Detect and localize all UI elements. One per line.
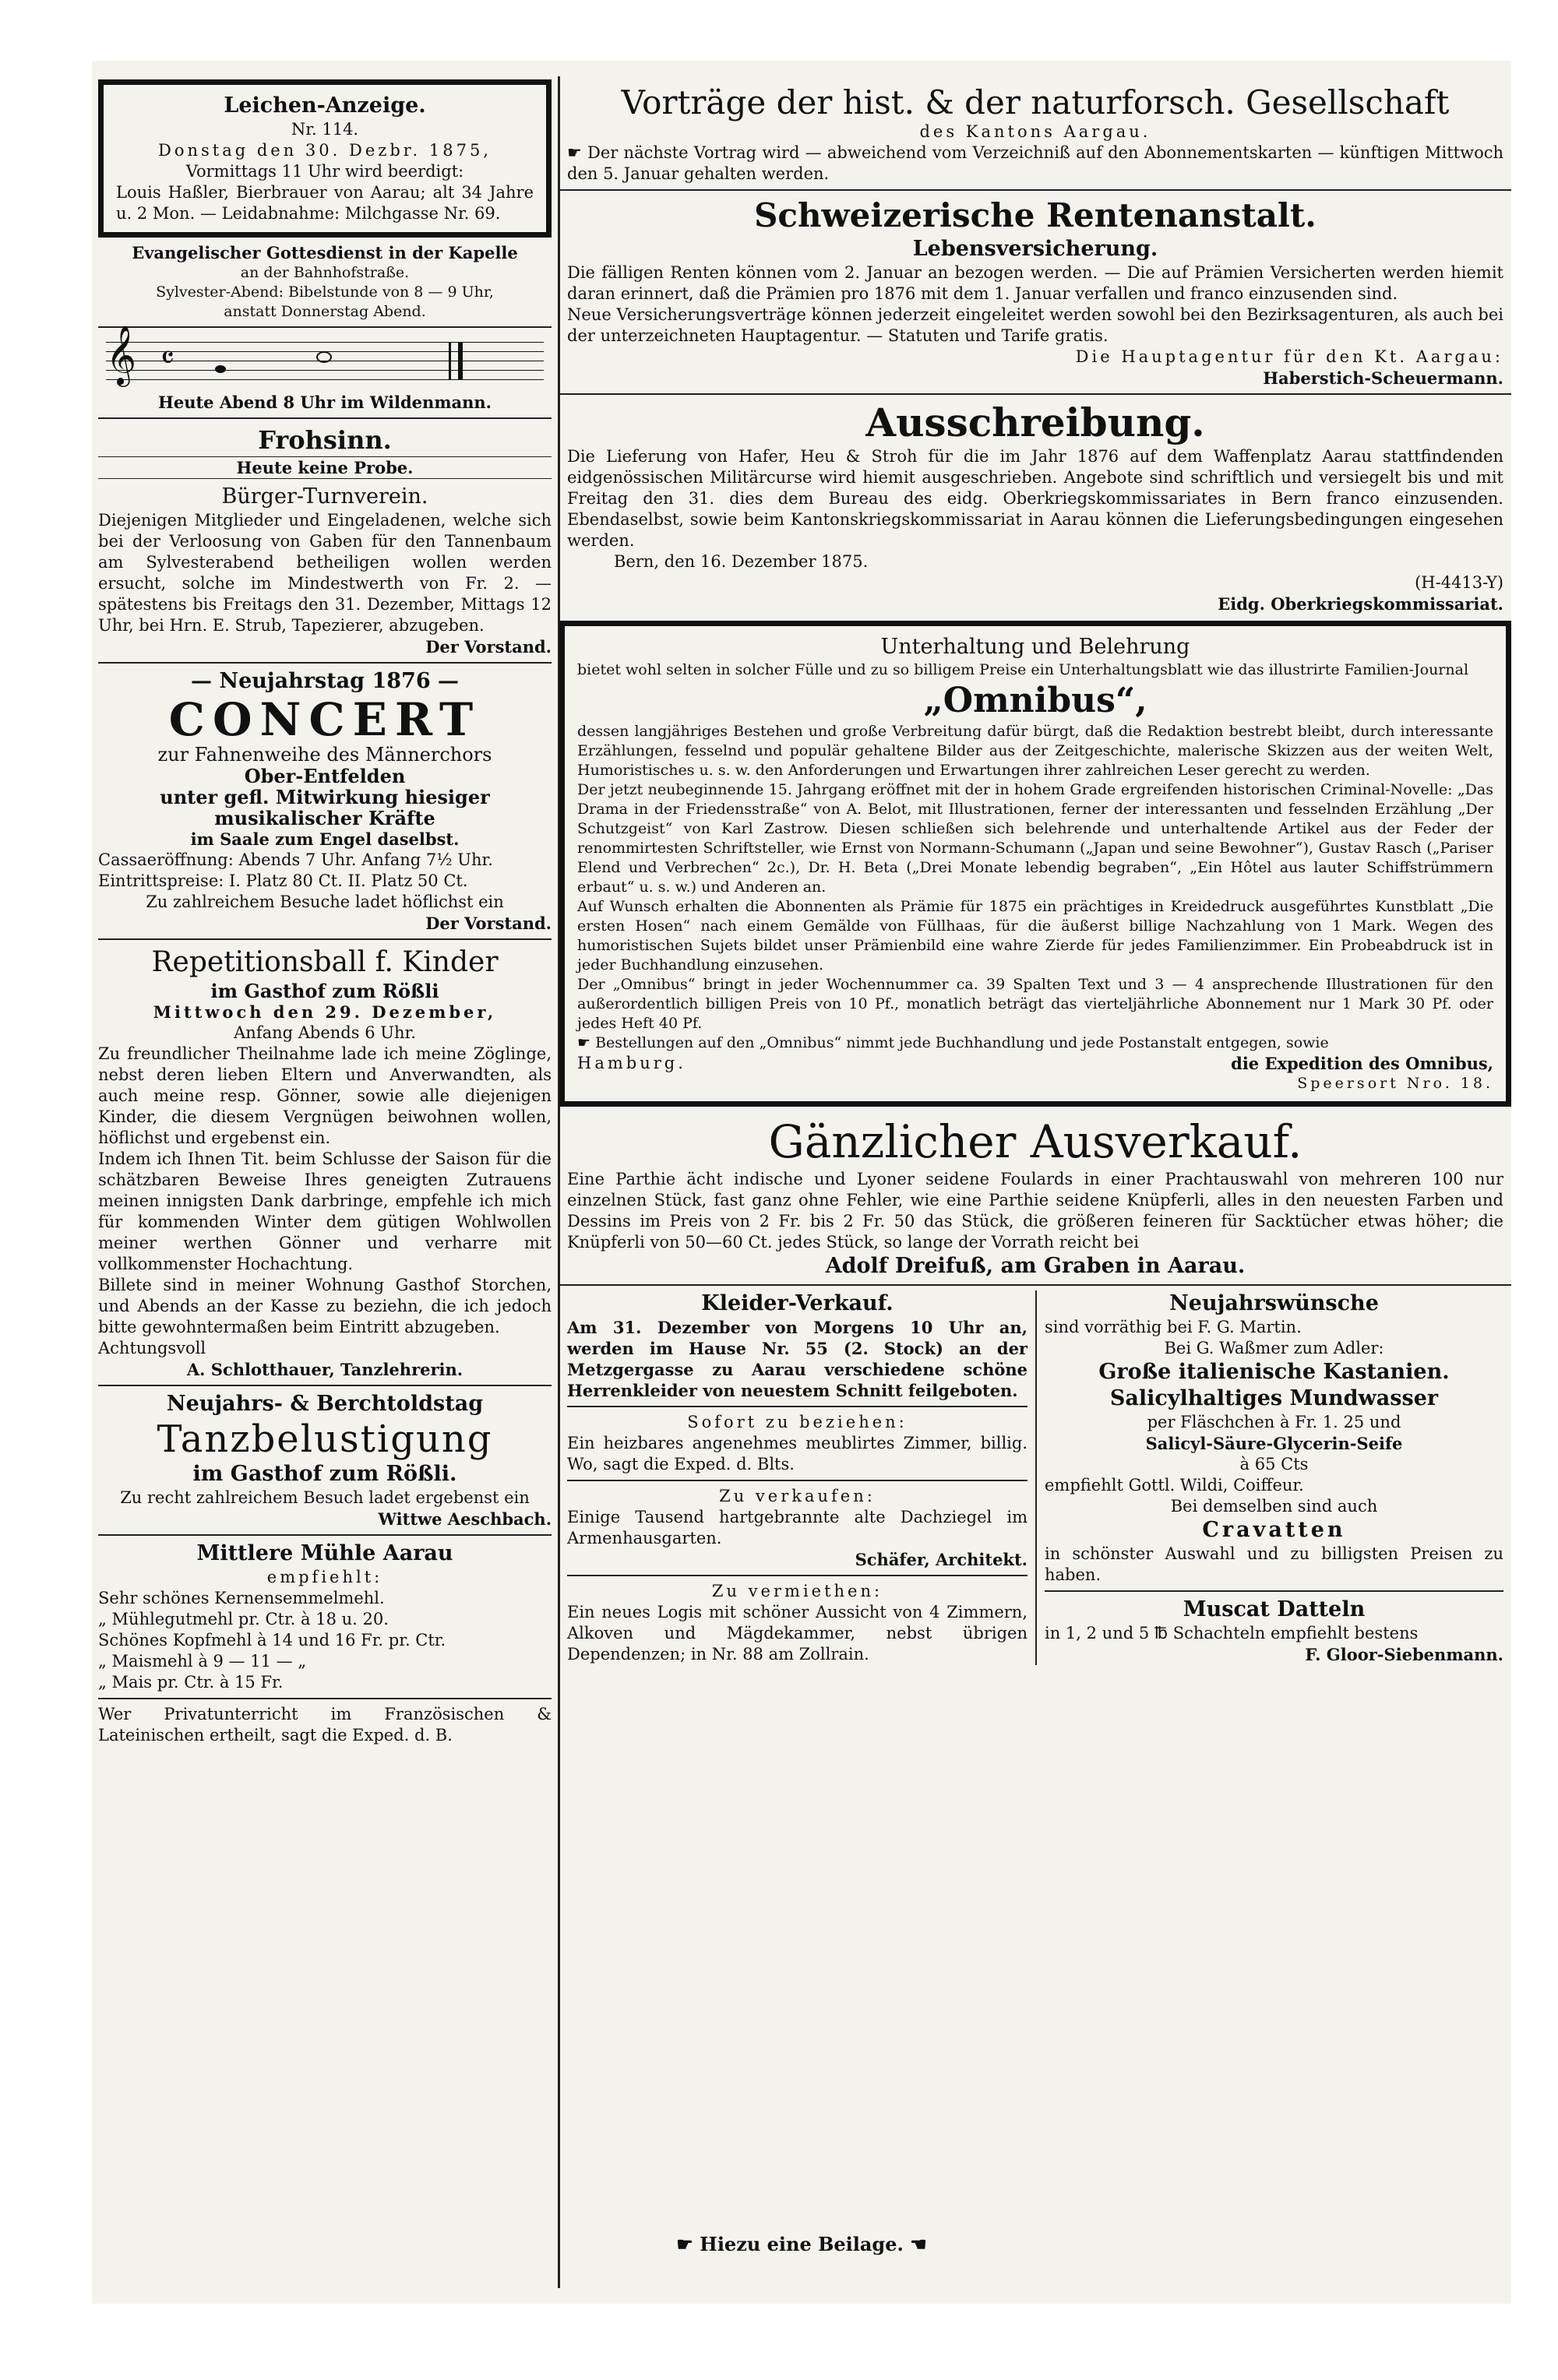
ausschreibung-sign: Eidg. Oberkriegskommissariat. [1218, 594, 1503, 614]
neujahr-l3: per Fläschchen à Fr. 1. 25 und [1147, 1413, 1401, 1431]
muehle-l1: Sehr schönes Kernensemmelmehl. [98, 1589, 385, 1607]
concert-l1: zur Fahnenweihe des Männerchors [157, 744, 492, 766]
neujahr-h5: Muscat Datteln [1183, 1597, 1366, 1621]
divider [559, 393, 1511, 395]
omnibus-sign: die Expedition des Omnibus, [1231, 1054, 1493, 1073]
divider [559, 189, 1511, 191]
kleider-h2: Sofort zu beziehen: [687, 1413, 908, 1431]
leichen-date: Donstag den 30. Dezbr. 1875, [158, 141, 492, 160]
divider [559, 1284, 1511, 1286]
neujahr-column [1035, 1290, 1511, 1665]
omnibus-p5: ☛ Bestellungen auf den „Omnibus“ nimmt jede Buchhandlung und jede Postanstalt entgegen, sowie [577, 1034, 1329, 1051]
concert-title: CONCERT [168, 693, 481, 746]
ausverkauf-notice [559, 1114, 1511, 1280]
repetitionsball-l2: Mittwoch den 29. Dezember, [153, 1002, 497, 1022]
ausschreibung-date: Bern, den 16. Dezember 1875. [614, 552, 869, 571]
divider [98, 1698, 552, 1699]
concert-notice [98, 668, 552, 934]
repetitionsball-notice [98, 945, 552, 1380]
neujahr-l9: in 1, 2 und 5 ℔ Schachteln empfiehlt bestens [1045, 1624, 1419, 1642]
turnverein-body: Diejenigen Mitglieder und Eingeladenen, welche sich bei der Verloosung von Gaben für den Tannenbaum am Sylvesterabend betheiligen wollen werden ersucht, solche im Mindestwerth von Fr. 2. — spätestens bis Freitags den 31. Dezember, Mittags 12 Uhr, bei Hrn. E. Strub, Tapezierer, abzugeben. [98, 511, 552, 635]
divider [98, 938, 552, 940]
neujahr-h3: Salicylhaltiges Mundwasser [1109, 1386, 1439, 1410]
divider [98, 326, 552, 328]
repetitionsball-title: Repetitionsball f. Kinder [151, 946, 499, 978]
common-time-icon: 𝄴 [160, 340, 174, 376]
footer-beilage: ☛ Hiezu eine Beilage. ☚ [676, 2233, 927, 2255]
neujahr-l1: sind vorräthig bei F. G. Martin. [1045, 1318, 1302, 1336]
repetitionsball-p3: Billete sind in meiner Wohnung Gasthof Storchen, und Abends an der Kasse zu beziehn, die ich jedoch bitte gewohntermaßen beim Eintritt abzugeben. [98, 1276, 552, 1336]
renten-l1: Die Hauptagentur für den Kt. Aargau: [1075, 347, 1503, 366]
divider [98, 417, 552, 419]
tanz-l2: Zu recht zahlreichem Besuch ladet ergebenst ein [120, 1488, 530, 1507]
gottesdienst-line3: Sylvester-Abend: Bibelstunde von 8 — 9 Uhr, [156, 283, 494, 301]
privat-text: Wer Privatunterricht im Französischen & Lateinischen ertheilt, sagt die Exped. d. B. [98, 1705, 552, 1745]
kleider-h3: Zu verkaufen: [719, 1487, 876, 1505]
neujahr-h4: Cravatten [1202, 1518, 1346, 1542]
ausverkauf-body: Eine Parthie ächt indische und Lyoner seidene Foulards in einer Prachtauswahl von mehreren 100 nur einzelnen Stück, fast ganz ohne Fehler, wie eine Parthie seidene Knüpferli, alles in den neuesten Farben und Dessins im Preis von 2 Fr. bis 2 Fr. 50 das Stück, die größeren feineren für Sacktücher etwas höher; die Knüpferli von 50—60 Ct. jedes Stück, so lange der Vorrath reicht bei [567, 1170, 1503, 1252]
divider [1045, 1590, 1503, 1592]
tanz-notice [98, 1391, 552, 1530]
turnverein-notice [98, 484, 552, 657]
neujahr-l2: Bei G. Waßmer zum Adler: [1164, 1339, 1384, 1357]
muehle-sub: empfiehlt: [266, 1568, 383, 1586]
quarter-note-icon [215, 365, 226, 373]
kleider-s3: Schäfer, Architekt. [855, 1550, 1028, 1569]
kleider-h4: Zu vermiethen: [711, 1582, 883, 1600]
ausverkauf-title: Gänzlicher Ausverkauf. [768, 1115, 1302, 1168]
renten-p2: Neue Versicherungsverträge können jederzeit eingeleitet werden sowohl bei den Bezirksagenturen, als auch bei der unterzeichneten Hauptagentur. — Statuten und Tarife gratis. [567, 305, 1503, 345]
omnibus-ad [559, 621, 1511, 1107]
leichen-title: Leichen-Anzeige. [224, 93, 426, 118]
gottesdienst-line1: Evangelischer Gottesdienst in der Kapelle [132, 243, 518, 262]
kleider-column [559, 1290, 1035, 1665]
divider [567, 1480, 1028, 1481]
omnibus-p3: Auf Wunsch erhalten die Abonnenten als Prämie für 1875 ein prächtiges in Kreidedruck ausgeführtes Kunstblatt „Die ersten Hosen“ nach einem Gemälde von Füllhaas, für die äußerst billige Nachzahlung von 1 Mark. Wegen des humoristischen Sujets bildet unser Prämienbild eine wahre Zierde für jedes Familienzimmer. Ein Probeabdruck ist in jeder Buchhandlung einzusehen. [577, 898, 1493, 973]
gottesdienst-notice [98, 242, 552, 322]
muehle-l5: „ Mais pr. Ctr. à 15 Fr. [98, 1673, 284, 1692]
concert-sign: Der Vorstand. [425, 914, 552, 933]
frohsinn-sub: Heute keine Probe. [98, 456, 552, 479]
repetitionsball-sign: A. Schlotthauer, Tanzlehrerin. [186, 1360, 464, 1379]
repetitionsball-p2: Indem ich Ihnen Tit. beim Schlusse der Saison für die schätzbaren Beweise Ihres geneigten Zutrauens meinen innigsten Dank darbringe, empfehle ich mich für kommenden Winter dem gütigen Wohlwollen meiner werthen Gönner und verharre mit vollkommenster Hochachtung. [98, 1150, 552, 1273]
treble-clef-icon: 𝄞 [106, 325, 137, 385]
vortraege-title: Vorträge der hist. & der naturforsch. Gesellschaft [621, 83, 1450, 121]
ausverkauf-sign: Adolf Dreifuß, am Graben in Aarau. [825, 1254, 1246, 1278]
leichen-anzeige [98, 79, 552, 238]
gesang-text: Heute Abend 8 Uhr im Wildenmann. [158, 393, 492, 412]
bottom-two-columns [559, 1290, 1511, 1665]
neujahr-l6: empfiehlt Gottl. Wildi, Coiffeur. [1045, 1476, 1304, 1495]
repetitionsball-l1: im Gasthof zum Rößli [210, 980, 439, 1002]
divider [98, 1385, 552, 1386]
vortraege-body: ☛ Der nächste Vortrag wird — abweichend vom Verzeichniß auf den Abonnementskarten — künftigen Mittwoch den 5. Januar gehalten werden. [567, 143, 1503, 183]
neujahr-l7: Bei demselben sind auch [1170, 1497, 1378, 1516]
left-column [98, 61, 552, 1751]
omnibus-p2: Der jetzt neubeginnende 15. Jahrgang eröffnet mit der in hohem Grade ergreifenden historischen Criminal-Novelle: „Das Drama in der Friedensstraße“ von A. Belot, mit Illustrationen, ferner der interessanten und fesselnden Erzählung „Der Schutzgeist“ von Karl Zastrow. Diesen schließen sich belehrende und unterhaltende Artikel aus der Feder der renommirtesten Schriftsteller, wie Ernst von Normann-Schumann („Japan und seine Bewohner“), Gustav Rasch („Pariser Elend und Verbrechen“ 2c.), Dr. H. Beta („Drei Monate lebendig begraben“, „Ein Hôtel aus lauter Schiffstrümmern erbaut“ u. s. w.) und Anderen an. [577, 781, 1493, 896]
kleider-p4: Ein neues Logis mit schöner Aussicht von 4 Zimmern, Alkoven und Mägdekammer, nebst übrigen Dependenzen; in Nr. 88 am Zollrain. [567, 1603, 1028, 1664]
tanz-l1: im Gasthof zum Rößli. [192, 1462, 457, 1486]
ausschreibung-code: (H-4413-Y) [1415, 573, 1503, 592]
kleider-p2: Ein heizbares angenehmes meublirtes Zimmer, billig. Wo, sagt die Exped. d. Blts. [567, 1434, 1028, 1473]
concert-l4: im Saale zum Engel daselbst. [190, 829, 460, 849]
muehle-l3: Schönes Kopfmehl à 14 und 16 Fr. pr. Ctr. [98, 1631, 446, 1649]
divider [98, 662, 552, 664]
concert-l5: Cassaeröffnung: Abends 7 Uhr. Anfang 7½ Uhr. [98, 850, 493, 869]
muehle-l2: „ Mühlegutmehl pr. Ctr. à 18 u. 20. [98, 1610, 389, 1628]
divider [98, 1534, 552, 1536]
tanz-title: Tanzbelustigung [157, 1417, 493, 1461]
muehle-l4: „ Maismehl à 9 — 11 — „ [98, 1652, 307, 1671]
omnibus-addr: Speersort Nro. 18. [1297, 1075, 1493, 1092]
renten-sub: Lebensversicherung. [912, 237, 1158, 261]
frohsinn-notice [98, 424, 552, 479]
tanz-head: Neujahrs- & Berchtoldstag [166, 1392, 484, 1416]
privat-notice [98, 1704, 552, 1746]
turnverein-title: Bürger-Turnverein. [221, 484, 428, 509]
neujahr-l8: in schönster Auswahl und zu billigsten Preisen zu haben. [1045, 1544, 1503, 1584]
repetitionsball-l3: Anfang Abends 6 Uhr. [234, 1023, 416, 1042]
muehle-notice [98, 1540, 552, 1693]
concert-l2: Ober-Entfelden [244, 765, 406, 787]
neujahr-title: Neujahrswünsche [1169, 1291, 1379, 1315]
gesang-notice [98, 325, 552, 413]
renten-title: Schweizerische Rentenanstalt. [754, 196, 1317, 234]
renten-p1: Die fälligen Renten können vom 2. Januar an bezogen werden. — Die auf Prämien Versicherten werden hiemit daran erinnert, daß die Prämien pro 1876 mit dem 1. Januar verfallen und franco einzusenden sind. [567, 263, 1503, 303]
gottesdienst-line4: anstatt Donnerstag Abend. [224, 303, 426, 320]
divider [567, 1406, 1028, 1407]
kleider-title: Kleider-Verkauf. [701, 1291, 894, 1315]
neujahr-sign: F. Gloor-Siebenmann. [1305, 1645, 1503, 1664]
leichen-body: Louis Haßler, Bierbrauer von Aarau; alt 34 Jahre u. 2 Mon. — Leidabnahme: Milchgasse Nr. 69. [116, 183, 534, 223]
turnverein-sign: Der Vorstand. [425, 637, 552, 657]
concert-l7: Zu zahlreichem Besuche ladet höflichst ein [146, 892, 504, 911]
neujahr-l5: à 65 Cts [1239, 1455, 1309, 1473]
tanz-sign: Wittwe Aeschbach. [378, 1509, 552, 1529]
kleider-p3: Einige Tausend hartgebrannte alte Dachziegel im Armenhausgarten. [567, 1508, 1028, 1547]
music-staff [106, 325, 544, 389]
ausschreibung-title: Ausschreibung. [865, 400, 1205, 445]
ausschreibung-notice [559, 400, 1511, 614]
neujahr-h2: Große italienische Kastanien. [1098, 1360, 1450, 1384]
vortraege-notice [559, 84, 1511, 185]
omnibus-intro: bietet wohl selten in solcher Fülle und zu so billigem Preise ein Unterhaltungsblatt wie das illustrirte Familien-Journal [577, 661, 1469, 678]
omnibus-place: Hamburg. [577, 1054, 686, 1072]
right-column [559, 61, 1511, 1665]
renten-notice [559, 195, 1511, 389]
divider [567, 1575, 1028, 1576]
concert-l6: Eintrittspreise: I. Platz 80 Ct. II. Platz 50 Ct. [98, 871, 468, 890]
kleider-body: Am 31. Dezember von Morgens 10 Uhr an, werden im Hause Nr. 55 (2. Stock) an der Metzgergasse zu Aarau verschiedene schöne Herrenkleider von neuestem Schnitt feilgeboten. [567, 1318, 1028, 1400]
omnibus-title: „Omnibus“, [923, 681, 1147, 720]
leichen-nr: Nr. 114. [291, 120, 359, 139]
ausschreibung-p1: Die Lieferung von Hafer, Heu & Stroh für die im Jahr 1876 auf dem Waffenplatz Aarau stattfindenden eidgenössischen Militärcurse wird hiemit ausgeschrieben. Angebote sind schriftlich und versiegelt bis und mit Freitag den 31. dies dem Bureau des eidg. Oberkriegskommissariates in Bern franco einzusenden. Ebendaselbst, sowie beim Kantonskriegskommissariat in Aarau können die Lieferungsbedingungen eingesehen werden. [567, 447, 1503, 550]
omnibus-p4: Der „Omnibus“ bringt in jeder Wochennummer ca. 39 Spalten Text und 3 — 4 ansprechende Illustrationen für den außerordentlich billigen Preis von 10 Pf., monatlich beträgt das vierteljährliche Abonnement nur 1 Mark 30 Pf. oder jedes Heft 40 Pf. [577, 976, 1493, 1032]
vortraege-sub: des Kantons Aargau. [919, 122, 1151, 141]
omnibus-p1: dessen langjähriges Bestehen und große Verbreitung dafür bürgt, daß die Redaktion bestrebt bleibt, durch interessante Erzählungen, fesselnd und populär gehaltene Bilder aus der Zeitgeschichte, malerische Skizzen aus der weiten Welt, Humoristisches u. s. w. den Anforderungen und Erwartungen ihrer zahlreichen Leser gerecht zu werden. [577, 723, 1493, 779]
concert-l3: unter gefl. Mitwirkung hiesiger musikalischer Kräfte [160, 786, 490, 829]
renten-sign: Haberstich-Scheuermann. [1263, 368, 1503, 388]
bar-line [449, 342, 451, 380]
newspaper-page [92, 61, 1511, 2304]
leichen-time: Vormittags 11 Uhr wird beerdigt: [185, 162, 464, 181]
repetitionsball-close: Achtungsvoll [98, 1339, 206, 1357]
gottesdienst-line2: an der Bahnhofstraße. [240, 264, 410, 281]
half-note-icon [316, 351, 332, 363]
omnibus-head: Unterhaltung und Belehrung [880, 635, 1190, 659]
repetitionsball-p1: Zu freundlicher Theilnahme lade ich meine Zöglinge, nebst deren lieben Eltern und Anverwandten, als auch meine resp. Gönner, sowie alle diejenigen Kinder, die diesem Vergnügen beiwohnen wollen, höflichst und ergebenst ein. [98, 1044, 552, 1147]
neujahr-l4: Salicyl-Säure-Glycerin-Seife [1145, 1434, 1403, 1453]
muehle-title: Mittlere Mühle Aarau [196, 1541, 453, 1565]
frohsinn-title: Frohsinn. [258, 425, 392, 455]
bar-line [458, 342, 463, 380]
concert-head: — Neujahrstag 1876 — [191, 669, 459, 693]
